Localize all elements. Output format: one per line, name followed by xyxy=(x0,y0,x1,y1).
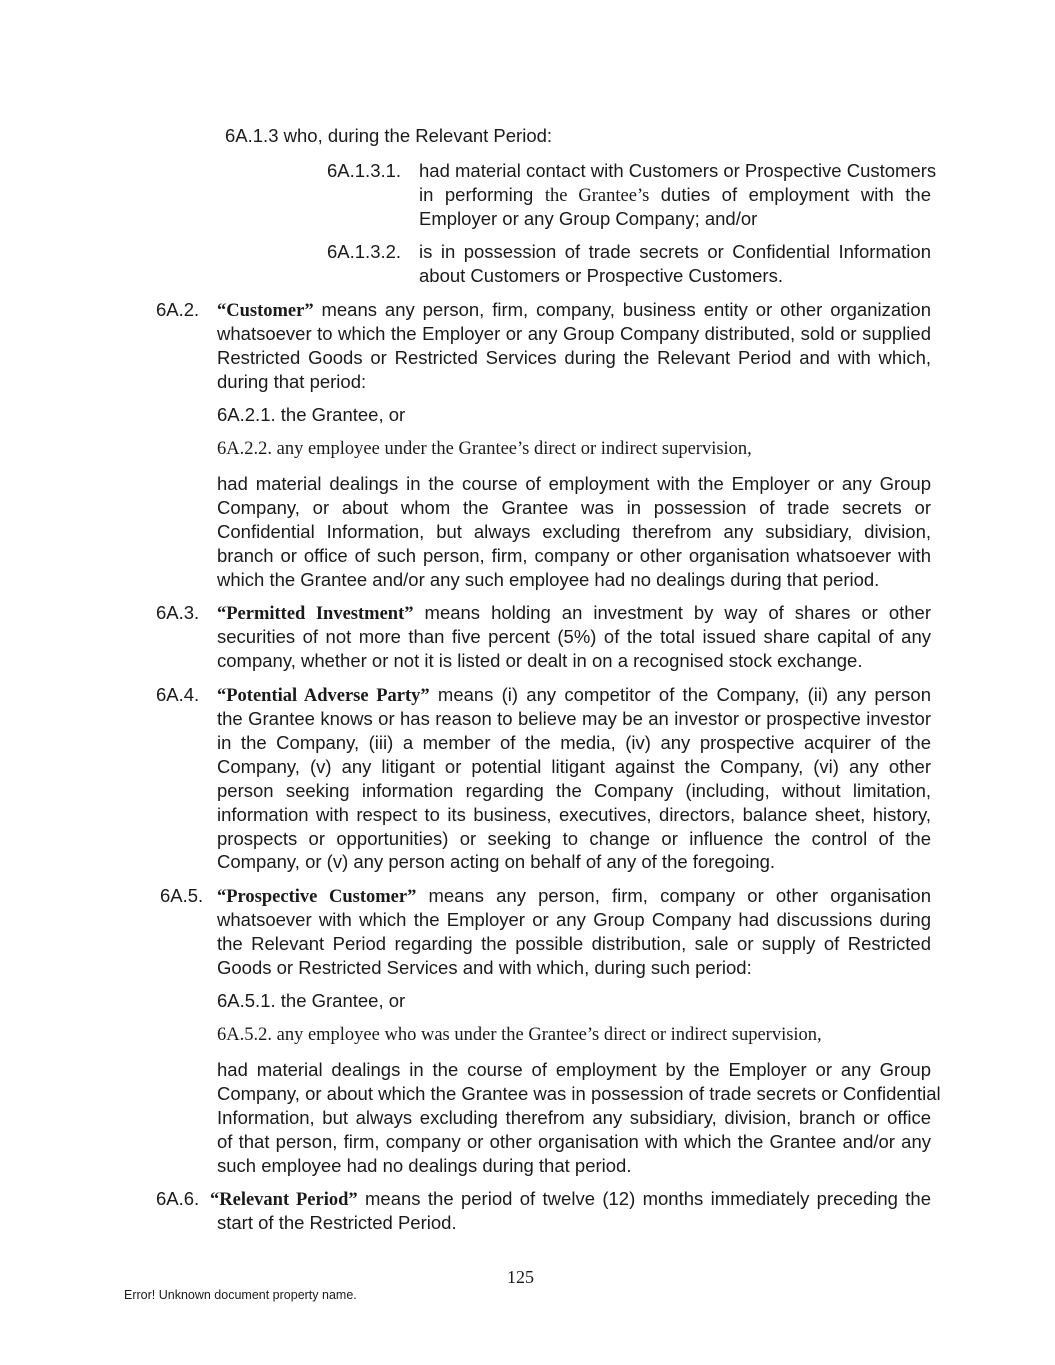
paragraph-line: prospects or opportunities) or seeking to change or influence the control of the xyxy=(217,828,931,849)
clause-number: 6A.6. xyxy=(156,1188,200,1209)
paragraph-line: such employee had no dealings during that period. xyxy=(217,1155,632,1176)
clause-number: 6A.1.3.1. xyxy=(327,160,402,181)
text-run: means the period of twelve (12) months immediately preceding the xyxy=(365,1188,932,1209)
paragraph-line: of that person, firm, company or other organisation with which the Grantee and/or any xyxy=(217,1131,931,1152)
paragraph-line: Company, or about which the Grantee was in possession of trade secrets or Confidential xyxy=(217,1083,941,1104)
paragraph-line: Company, or (v) any person acting on behalf of any of the foregoing. xyxy=(217,851,776,872)
text-run-serif: the Grantee’s xyxy=(544,186,650,206)
paragraph-line: about Customers or Prospective Customers. xyxy=(419,265,783,286)
paragraph-line xyxy=(419,183,931,208)
paragraph-line: in the Company, (iii) a member of the media, (iv) any prospective acquirer of the xyxy=(217,732,931,753)
paragraph-line: securities of not more than five percent (5%) of the total issued share capital of any xyxy=(217,626,931,647)
text-run: means any person, firm, company, business entity or other organization xyxy=(321,299,931,320)
defined-term: “Prospective Customer” xyxy=(217,887,417,907)
clause-6a-1-3: 6A.1.3 who, during the Relevant Period: xyxy=(225,125,553,146)
defined-term: “Customer” xyxy=(217,301,314,321)
paragraph-line xyxy=(210,1187,931,1212)
clause-number: 6A.2. xyxy=(156,299,200,320)
text-run: means (i) any competitor of the Company, (ii) any person xyxy=(437,684,931,705)
paragraph-line: Restricted Goods or Restricted Services during the Relevant Period and with which, xyxy=(217,347,931,368)
clause-6a-2-2: 6A.2.2. any employee under the Grantee’s direct or indirect supervision, xyxy=(217,439,752,459)
paragraph-line: the Grantee knows or has reason to believe may be an investor or prospective investor xyxy=(217,708,931,729)
clause-6a-5-1: 6A.5.1. the Grantee, or xyxy=(217,990,406,1011)
defined-term: “Permitted Investment” xyxy=(217,604,414,624)
paragraph-line: whatsoever with which the Employer or any Group Company had discussions during xyxy=(217,909,931,930)
clause-6a-2-1: 6A.2.1. the Grantee, or xyxy=(217,404,406,425)
paragraph-line: information with respect to its business, executives, directors, balance sheet, history, xyxy=(217,804,931,825)
paragraph-line: Company, or about whom the Grantee was in possession of trade secrets or xyxy=(217,497,931,518)
paragraph-line: during that period: xyxy=(217,371,367,392)
paragraph-line: company, whether or not it is listed or dealt in on a recognised stock exchange. xyxy=(217,650,863,671)
paragraph-line: branch or office of such person, firm, company or other organisation whatsoever with xyxy=(217,545,931,566)
paragraph-line: Goods or Restricted Services and with which, during such period: xyxy=(217,957,752,978)
clause-6a-5-2: 6A.5.2. any employee who was under the Grantee’s direct or indirect supervision, xyxy=(217,1025,822,1045)
paragraph-line: had material contact with Customers or Prospective Customers xyxy=(419,160,937,181)
clause-number: 6A.3. xyxy=(156,602,200,623)
text-run: means any person, firm, company or other organisation xyxy=(428,885,931,906)
footer-note: Error! Unknown document property name. xyxy=(124,1288,357,1302)
paragraph-line: Information, but always excluding therefrom any subsidiary, division, branch or office xyxy=(217,1107,931,1128)
paragraph-line: person seeking information regarding the Company (including, without limitation, xyxy=(217,780,931,801)
paragraph-line: whatsoever to which the Employer or any Group Company distributed, sold or supplied xyxy=(217,323,931,344)
paragraph-line: Confidential Information, but always excluding therefrom any subsidiary, division, xyxy=(217,521,931,542)
text-run: duties of employment with the xyxy=(649,184,931,205)
paragraph-line: start of the Restricted Period. xyxy=(217,1212,457,1233)
defined-term: “Relevant Period” xyxy=(210,1190,358,1210)
page-number: 125 xyxy=(507,1267,534,1287)
defined-term: “Potential Adverse Party” xyxy=(217,686,430,706)
clause-number: 6A.5. xyxy=(160,885,204,906)
paragraph-line xyxy=(217,683,931,708)
paragraph-line: which the Grantee and/or any such employee had no dealings during that period. xyxy=(217,569,880,590)
paragraph-line: Company, (v) any litigant or potential litigant against the Company, (vi) any other xyxy=(217,756,931,777)
paragraph-line xyxy=(217,601,931,626)
clause-number: 6A.4. xyxy=(156,684,200,705)
text-run: in performing xyxy=(419,184,545,205)
paragraph-line xyxy=(217,884,931,909)
clause-number: 6A.1.3.2. xyxy=(327,241,402,262)
paragraph-line xyxy=(217,298,931,323)
paragraph-line: Employer or any Group Company; and/or xyxy=(419,208,758,229)
text-run: means holding an investment by way of shares or other xyxy=(424,602,932,623)
paragraph-line: is in possession of trade secrets or Confidential Information xyxy=(419,241,931,262)
paragraph-line: the Relevant Period regarding the possible distribution, sale or supply of Restricted xyxy=(217,933,931,954)
paragraph-line: had material dealings in the course of employment by the Employer or any Group xyxy=(217,1059,931,1080)
paragraph-line: had material dealings in the course of employment with the Employer or any Group xyxy=(217,473,931,494)
